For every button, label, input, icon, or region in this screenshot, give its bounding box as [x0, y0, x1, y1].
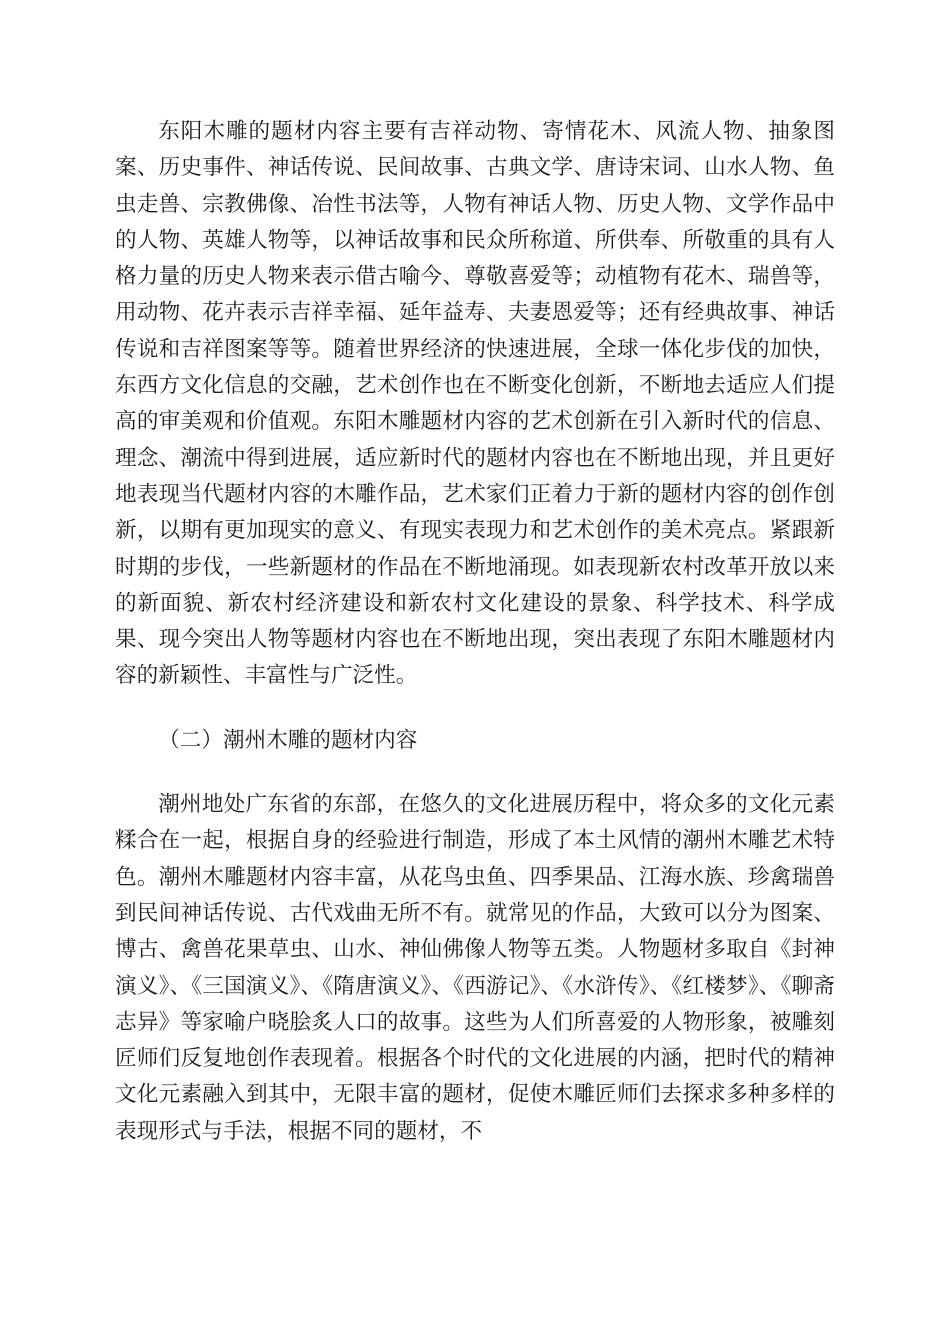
paragraph-chaozhou-subjects: 潮州地处广东省的东部，在悠久的文化进展历程中，将众多的文化元素糅合在一起，根据自身的经验进行制造，形成了本土风情的潮州木雕艺术特色。潮州木雕题材内容丰富，从花鸟虫鱼、四季果品、江海水族、珍禽瑞兽到民间神话传说、古代戏曲无所不有。就常见的作品，大致可以分为图案、博古、禽兽花果草虫、山水、神仙佛像人物等五类。人物题材多取自《封神演义》、《三国演义》、《隋唐演义》、《西游记》、《水浒传》、《红楼梦》、《聊斋志异》等家喻户晓脍炙人口的故事。这些为人们所喜爱的人物形象，被雕刻匠师们反复地创作表现着。根据各个时代的文化进展的内涵，把时代的精神文化元素融入到其中，无限丰富的题材，促使木雕匠师们去探求多种多样的表现形式与手法，根据不同的题材，不	[115, 792, 835, 1144]
paragraph-dongyang-subjects: 东阳木雕的题材内容主要有吉祥动物、寄情花木、风流人物、抽象图案、历史事件、神话传说、民间故事、古典文学、唐诗宋词、山水人物、鱼虫走兽、宗教佛像、冶性书法等，人物有神话人物、历史人物、文学作品中的人物、英雄人物等，以神话故事和民众所称道、所供奉、所敬重的具有人格力量的历史人物来表示借古喻今、尊敬喜爱等；动植物有花木、瑞兽等，用动物、花卉表示吉祥幸福、延年益寿、夫妻恩爱等；还有经典故事、神话传说和吉祥图案等等。随着世界经济的快速进展，全球一体化步伐的加快，东西方文化信息的交融，艺术创作也在不断变化创新，不断地去适应人们提高的审美观和价值观。东阳木雕题材内容的艺术创新在引入新时代的信息、理念、潮流中得到进展，适应新时代的题材内容也在不断地出现，并且更好地表现当代题材内容的木雕作品，艺术家们正着力于新的题材内容的创作创新，以期有更加现实的意义、有现实表现力和艺术创作的美术亮点。紧跟新时期的步伐，一些新题材的作品在不断地涌现。如表现新农村改革开放以来的新面貌、新农村经济建设和新农村文化建设的景象、科学技术、科学成果、现今突出人物等题材内容也在不断地出现，突出表现了东阳木雕题材内容的新颖性、丰富性与广泛性。	[115, 119, 835, 689]
section-heading-chaozhou: （二）潮州木雕的题材内容	[158, 727, 418, 753]
document-page	[115, 114, 835, 1150]
